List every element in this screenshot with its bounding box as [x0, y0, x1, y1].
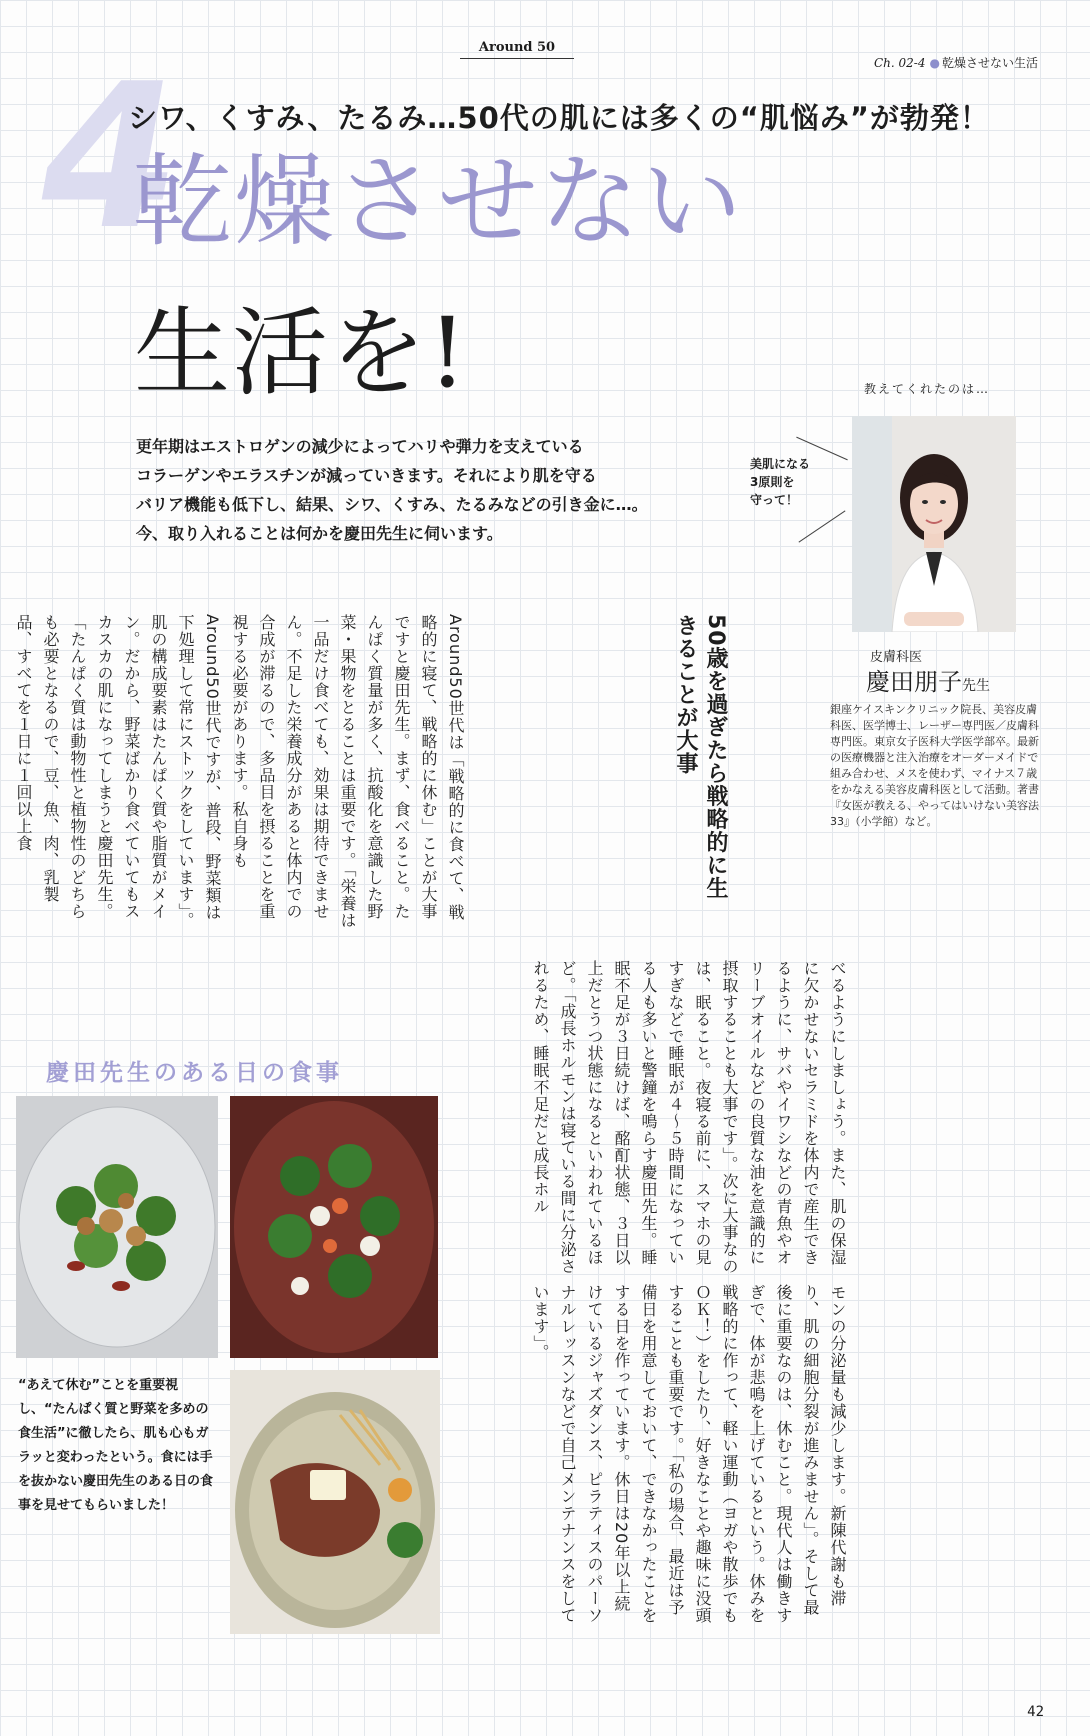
broccoli-bowl-image [230, 1096, 438, 1358]
section-numeral: 4 [19, 41, 200, 274]
doctor-name: 慶田朋子 [866, 668, 962, 696]
meal-photo-steak [230, 1370, 440, 1634]
chapter-title: 乾燥させない生活 [941, 56, 1038, 70]
page-number: 42 [1027, 1704, 1044, 1720]
meals-caption: “あえて休む”ことを重要視し、“たんぱく質と野菜を多めの食生活”に徹したら、肌も心もガラッと変わったという。食には手を抜かない慶田先生のある日の食事を見せてもらいました！ [18, 1378, 214, 1513]
headline-main-line2: 生活を! [134, 297, 469, 409]
callout-line: 美肌になる [750, 457, 811, 471]
name-suffix: 先生 [962, 678, 990, 694]
chapter-label [874, 54, 1038, 71]
profile-role: 皮膚科医 [870, 650, 923, 665]
article-body-lower-top: べるようにしましょう。また、肌の保湿に欠かせないセラミドを体内で産生できるように、サバやイワシなどの青魚やオリーブオイルなどの良質な油を意識的に摂取することも大事です」。次に大事なのは、眠ること。夜寝る前に、スマホの見すぎなどで睡眠が４〜５時間になっている人も多いと警鐘を鳴らす慶田先生。睡眠不足が３日続けば、酩酊状態、３日以上だとうつ状態になるといわれているほど。「成長ホルモンは寝ている間に分泌されるため、睡眠不足だと成長ホル [531, 960, 847, 1275]
lead-paragraph [136, 432, 796, 548]
chapter-number: Ch. 02-4 [874, 56, 926, 70]
steak-image [230, 1370, 440, 1634]
profile-name [866, 662, 990, 697]
meal-photo-broccoli-bowl [230, 1096, 438, 1358]
callout-line: 3原則を [750, 475, 795, 489]
salad-image [16, 1096, 218, 1358]
callout-pointer-bottom [799, 510, 846, 542]
callout-line: 守って！ [750, 493, 799, 507]
article-body-lower-bottom: モンの分泌量も減少します。新陳代謝も滞り、肌の細胞分裂が進みません」。そして最後に重要なのは、休むこと。現代人は働きすぎで、体が悲鳴を上げているという。休みを戦略的に作って、軽い運動（ヨガや散歩でもＯＫ！）をしたり、好きなことや趣味に没頭することも重要です。「私の場合、最近は予備日を用意しておいて、できなかったことをする日を作っています。休日は20年以上続けているジャズダンス、ピラティスのパーソナルレッスンなどで自己メンテナンスをしています」。 [531, 1284, 847, 1624]
section-heading: 50歳を過ぎたら戦略的に生きることが大事 [673, 614, 728, 900]
profile-intro: 教えてくれたのは… [864, 382, 991, 396]
meals-heading: 慶田先生のある日の食事 [46, 1060, 343, 1086]
portrait-illustration [852, 416, 1016, 632]
lead-line: 更年期はエストロゲンの減少によってハリや弾力を支えている [136, 437, 584, 456]
bullet-icon: ● [929, 56, 940, 70]
meal-photo-salad [16, 1096, 218, 1358]
headline-main-line1: 乾燥させない [132, 143, 744, 260]
lead-line: コラーゲンやエラスチンが減っていきます。それにより肌を守る [136, 466, 597, 485]
lead-line: バリア機能も低下し、結果、シワ、くすみ、たるみなどの引き金に…。 [136, 495, 648, 514]
doctor-portrait [852, 416, 1016, 632]
magazine-header: Around 50 [460, 40, 574, 59]
headline-subtitle: シワ、くすみ、たるみ…50代の肌には多くの“肌悩み”が勃発！ [128, 101, 990, 135]
lead-line: 今、取り入れることは何かを慶田先生に伺います。 [136, 524, 503, 543]
profile-bio: 銀座ケイスキンクリニック院長、美容皮膚科医、医学博士、レーザー専門医／皮膚科専門医。東京女子医科大学医学部卒。最新の医療機器と注入治療をオーダーメイドで組み合わせ、メスを使わず、マイナス７歳をかなえる美容皮膚科医として活動。著書『女医が教える、やってはいけない美容法33』（小学館）など。 [830, 703, 1039, 828]
article-body-upper: Around50世代は「戦略的に食べて、戦略的に寝て、戦略的に休む」ことが大事ですと慶田先生。まず、食べること。たんぱく質量が多く、抗酸化を意識した野菜・果物をとることは重要です。「栄養は一品だけ食べても、効果は期待できません。不足した栄養成分があると体内での合成が滞るので、多品目を摂ることを重視する必要があります。私自身もAround50世代ですが、普段、野菜類は下処理して常にストックをしています」。肌の構成要素はたんぱく質や脂質がメイン。だから、野菜ばかり食べていてもスカスカの肌になってしまうと慶田先生。「たんぱく質は動物性と植物性のどちらも必要となるので、豆、魚、肉、乳製品、すべてを１日に１回以上食 [14, 614, 465, 929]
callout-bubble [750, 455, 810, 509]
